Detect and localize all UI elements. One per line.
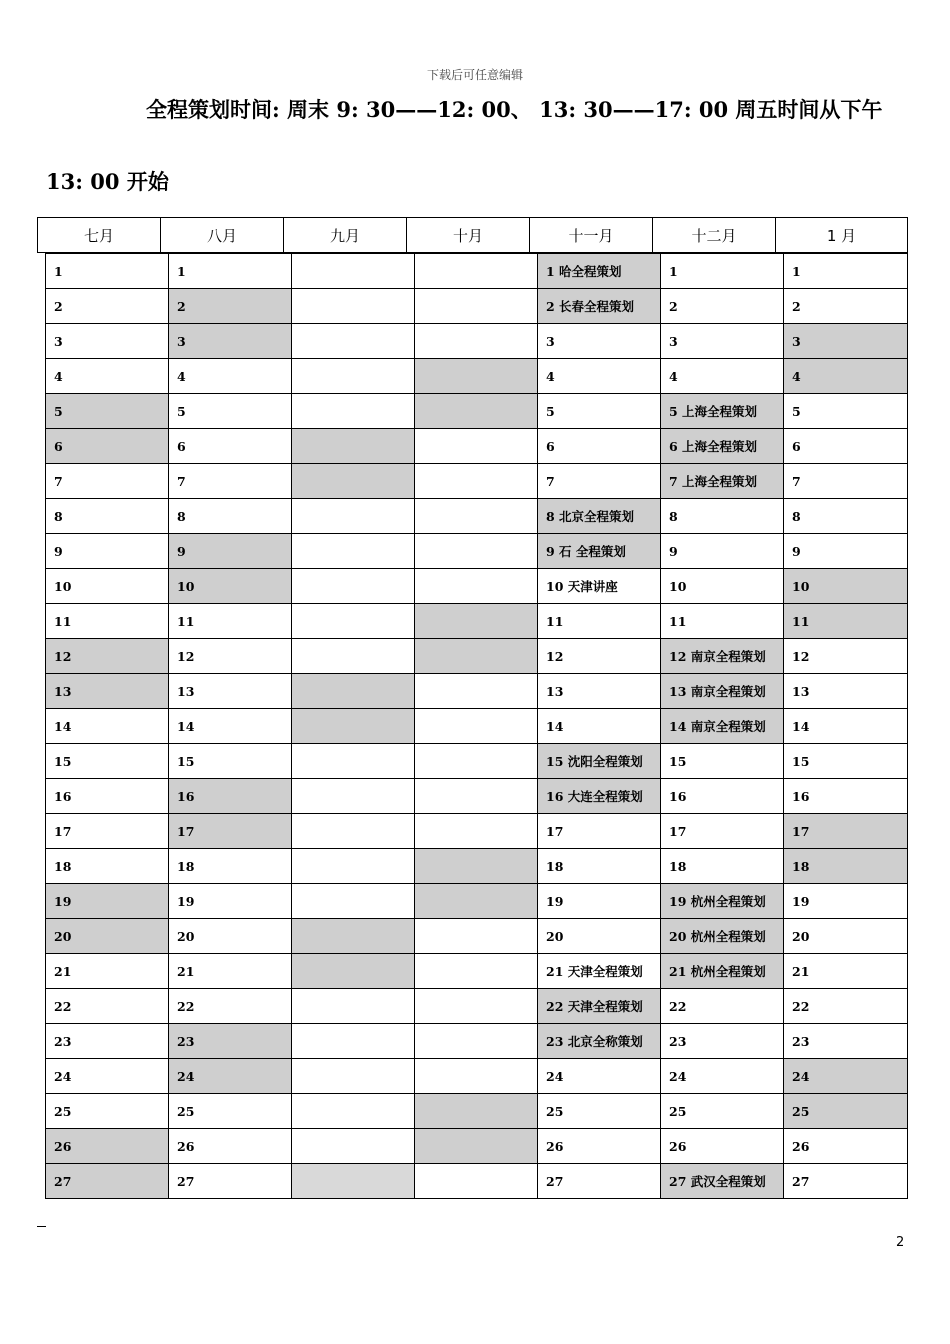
day-cell: 19: [538, 884, 661, 919]
table-row: [46, 464, 908, 499]
day-cell: [415, 464, 538, 499]
day-cell: [415, 359, 538, 394]
day-cell: 24: [784, 1059, 908, 1094]
day-cell: 12: [538, 639, 661, 674]
day-cell: 25: [169, 1094, 292, 1129]
day-cell: 23: [784, 1024, 908, 1059]
day-cell: 17: [169, 814, 292, 849]
day-cell: 20: [169, 919, 292, 954]
day-cell: 8: [784, 499, 908, 534]
day-cell: 6 上海全程策划: [661, 429, 784, 464]
table-row: [46, 1059, 908, 1094]
day-cell: 2: [784, 289, 908, 324]
day-cell: 25: [661, 1094, 784, 1129]
day-cell: 1 哈全程策划: [538, 254, 661, 289]
day-cell: 25: [46, 1094, 169, 1129]
table-row: [46, 359, 908, 394]
day-cell: 21: [169, 954, 292, 989]
day-cell: [415, 569, 538, 604]
day-cell: 23: [661, 1024, 784, 1059]
day-cell: 21: [784, 954, 908, 989]
day-cell: 17: [538, 814, 661, 849]
day-cell: 3: [46, 324, 169, 359]
day-cell: 17: [46, 814, 169, 849]
day-cell: 15: [169, 744, 292, 779]
table-row: [46, 674, 908, 709]
day-cell: [415, 954, 538, 989]
day-cell: [292, 744, 415, 779]
day-cell: 23 北京全称策划: [538, 1024, 661, 1059]
schedule-title-line1: 全程策划时间: 周末 9: 30——12: 00、 13: 30——17: 00 周五时间从下午: [146, 97, 883, 122]
day-cell: 3: [661, 324, 784, 359]
day-cell: 6: [46, 429, 169, 464]
day-cell: [415, 1164, 538, 1199]
day-cell: 6: [169, 429, 292, 464]
table-row: [46, 709, 908, 744]
day-cell: 27: [538, 1164, 661, 1199]
day-cell: [292, 429, 415, 464]
day-cell: 16: [169, 779, 292, 814]
day-cell: 22: [784, 989, 908, 1024]
day-cell: 20 杭州全程策划: [661, 919, 784, 954]
day-cell: 27: [169, 1164, 292, 1199]
day-cell: [292, 989, 415, 1024]
day-cell: [415, 1094, 538, 1129]
day-cell: [415, 744, 538, 779]
table-row: [46, 324, 908, 359]
day-cell: 14: [46, 709, 169, 744]
day-cell: 27 武汉全程策划: [661, 1164, 784, 1199]
day-cell: 4: [46, 359, 169, 394]
table-row: [46, 639, 908, 674]
day-cell: [292, 359, 415, 394]
day-cell: 19 杭州全程策划: [661, 884, 784, 919]
day-cell: [292, 1094, 415, 1129]
table-row: [46, 744, 908, 779]
day-cell: 13 南京全程策划: [661, 674, 784, 709]
day-cell: [292, 674, 415, 709]
month-header-sep: 九月: [284, 218, 407, 253]
table-row: [46, 779, 908, 814]
table-row: [46, 1129, 908, 1164]
day-cell: 17: [661, 814, 784, 849]
day-cell: 15: [784, 744, 908, 779]
day-cell: 4: [169, 359, 292, 394]
day-cell: 18: [784, 849, 908, 884]
day-cell: 15: [661, 744, 784, 779]
day-cell: 12: [46, 639, 169, 674]
day-cell: 19: [169, 884, 292, 919]
day-cell: 22 天津全程策划: [538, 989, 661, 1024]
day-cell: 20: [784, 919, 908, 954]
day-cell: 18: [46, 849, 169, 884]
day-cell: 8 北京全程策划: [538, 499, 661, 534]
day-cell: 10: [169, 569, 292, 604]
table-row: [46, 289, 908, 324]
month-header-jan: 1 月: [776, 218, 908, 253]
day-cell: 5: [784, 394, 908, 429]
day-cell: 8: [661, 499, 784, 534]
day-cell: 23: [169, 1024, 292, 1059]
table-row: [46, 1164, 908, 1199]
day-cell: 18: [538, 849, 661, 884]
day-cell: [292, 1129, 415, 1164]
day-cell: 1: [784, 254, 908, 289]
day-cell: 6: [538, 429, 661, 464]
table-row: [46, 254, 908, 289]
day-cell: 21 杭州全程策划: [661, 954, 784, 989]
page-number: 2: [896, 1235, 905, 1250]
day-cell: 13: [169, 674, 292, 709]
day-cell: [292, 919, 415, 954]
day-cell: [415, 254, 538, 289]
table-row: [46, 814, 908, 849]
day-cell: 22: [169, 989, 292, 1024]
day-cell: [292, 534, 415, 569]
table-row: [46, 394, 908, 429]
day-cell: [415, 709, 538, 744]
day-cell: 22: [46, 989, 169, 1024]
table-row: [46, 919, 908, 954]
month-header-nov: 十一月: [530, 218, 653, 253]
day-cell: 5 上海全程策划: [661, 394, 784, 429]
day-cell: 10: [46, 569, 169, 604]
day-cell: [415, 674, 538, 709]
day-cell: 18: [661, 849, 784, 884]
day-cell: 5: [46, 394, 169, 429]
table-row: [46, 1024, 908, 1059]
day-cell: 10: [661, 569, 784, 604]
day-cell: 20: [538, 919, 661, 954]
day-cell: 24: [46, 1059, 169, 1094]
day-cell: 21: [46, 954, 169, 989]
day-cell: 8: [169, 499, 292, 534]
day-cell: [415, 534, 538, 569]
month-header-oct: 十月: [407, 218, 530, 253]
day-cell: 25: [784, 1094, 908, 1129]
day-cell: [415, 394, 538, 429]
day-cell: [415, 1129, 538, 1164]
day-cell: [292, 289, 415, 324]
day-cell: 16: [661, 779, 784, 814]
day-cell: [292, 884, 415, 919]
table-row: [46, 569, 908, 604]
table-row: [46, 989, 908, 1024]
day-cell: 11: [46, 604, 169, 639]
day-cell: 11: [169, 604, 292, 639]
day-cell: 1: [169, 254, 292, 289]
day-cell: 24: [169, 1059, 292, 1094]
day-cell: [415, 289, 538, 324]
day-cell: 15: [46, 744, 169, 779]
day-cell: 3: [538, 324, 661, 359]
day-cell: 25: [538, 1094, 661, 1129]
day-cell: [415, 814, 538, 849]
day-cell: 1: [46, 254, 169, 289]
day-cell: [415, 429, 538, 464]
day-cell: 4: [784, 359, 908, 394]
day-cell: [292, 604, 415, 639]
month-header-jul: 七月: [38, 218, 161, 253]
day-cell: 3: [784, 324, 908, 359]
day-cell: 26: [538, 1129, 661, 1164]
day-cell: [292, 1024, 415, 1059]
day-cell: 10 天津讲座: [538, 569, 661, 604]
calendar-table: [45, 253, 908, 1199]
day-cell: 22: [661, 989, 784, 1024]
day-cell: 2 长春全程策划: [538, 289, 661, 324]
day-cell: [292, 254, 415, 289]
day-cell: [415, 884, 538, 919]
day-cell: [292, 639, 415, 674]
day-cell: 15 沈阳全程策划: [538, 744, 661, 779]
day-cell: 17: [784, 814, 908, 849]
day-cell: 4: [538, 359, 661, 394]
month-header-aug: 八月: [161, 218, 284, 253]
day-cell: 9: [784, 534, 908, 569]
day-cell: 3: [169, 324, 292, 359]
day-cell: [292, 499, 415, 534]
day-cell: 14 南京全程策划: [661, 709, 784, 744]
day-cell: 21 天津全程策划: [538, 954, 661, 989]
day-cell: [292, 569, 415, 604]
day-cell: [415, 1059, 538, 1094]
day-cell: 8: [46, 499, 169, 534]
day-cell: 14: [538, 709, 661, 744]
header-note: 下载后可任意编辑: [426, 68, 523, 82]
day-cell: 13: [784, 674, 908, 709]
day-cell: 9: [46, 534, 169, 569]
day-cell: 16 大连全程策划: [538, 779, 661, 814]
day-cell: 7: [169, 464, 292, 499]
day-cell: [415, 604, 538, 639]
day-cell: 9: [661, 534, 784, 569]
day-cell: 2: [661, 289, 784, 324]
day-cell: 12: [169, 639, 292, 674]
day-cell: 10: [784, 569, 908, 604]
day-cell: [415, 324, 538, 359]
table-row: [46, 499, 908, 534]
table-row: [46, 429, 908, 464]
day-cell: 14: [169, 709, 292, 744]
day-cell: 12 南京全程策划: [661, 639, 784, 674]
day-cell: [415, 849, 538, 884]
day-cell: 7: [538, 464, 661, 499]
day-cell: [415, 499, 538, 534]
day-cell: 16: [784, 779, 908, 814]
day-cell: 7: [46, 464, 169, 499]
day-cell: 9: [169, 534, 292, 569]
day-cell: 13: [46, 674, 169, 709]
day-cell: 27: [46, 1164, 169, 1199]
day-cell: 19: [784, 884, 908, 919]
day-cell: 13: [538, 674, 661, 709]
table-bottom-line: [37, 1226, 46, 1227]
day-cell: [292, 464, 415, 499]
day-cell: [292, 1164, 415, 1199]
day-cell: 11: [661, 604, 784, 639]
day-cell: 20: [46, 919, 169, 954]
day-cell: 7: [784, 464, 908, 499]
day-cell: 26: [46, 1129, 169, 1164]
day-cell: 6: [784, 429, 908, 464]
day-cell: 5: [538, 394, 661, 429]
day-cell: 11: [784, 604, 908, 639]
day-cell: [292, 779, 415, 814]
day-cell: 16: [46, 779, 169, 814]
day-cell: 18: [169, 849, 292, 884]
day-cell: [292, 954, 415, 989]
day-cell: 23: [46, 1024, 169, 1059]
day-cell: 9 石 全程策划: [538, 534, 661, 569]
day-cell: 1: [661, 254, 784, 289]
day-cell: 2: [169, 289, 292, 324]
month-header-dec: 十二月: [653, 218, 776, 253]
day-cell: [292, 849, 415, 884]
day-cell: 26: [784, 1129, 908, 1164]
day-cell: 24: [661, 1059, 784, 1094]
day-cell: [415, 919, 538, 954]
schedule-title-line2: 13: 00 开始: [46, 169, 169, 194]
table-row: [46, 534, 908, 569]
day-cell: 14: [784, 709, 908, 744]
day-cell: [292, 709, 415, 744]
table-row: [46, 884, 908, 919]
day-cell: [415, 779, 538, 814]
day-cell: [415, 989, 538, 1024]
day-cell: [415, 1024, 538, 1059]
day-cell: 2: [46, 289, 169, 324]
day-cell: [292, 814, 415, 849]
day-cell: 19: [46, 884, 169, 919]
day-cell: 26: [169, 1129, 292, 1164]
day-cell: [292, 324, 415, 359]
month-header-row: [37, 217, 908, 253]
day-cell: 24: [538, 1059, 661, 1094]
day-cell: 7 上海全程策划: [661, 464, 784, 499]
day-cell: 5: [169, 394, 292, 429]
day-cell: 11: [538, 604, 661, 639]
day-cell: [292, 1059, 415, 1094]
table-row: [46, 954, 908, 989]
day-cell: 12: [784, 639, 908, 674]
table-row: [46, 1094, 908, 1129]
day-cell: 27: [784, 1164, 908, 1199]
table-row: [46, 849, 908, 884]
table-row: [46, 604, 908, 639]
day-cell: 4: [661, 359, 784, 394]
day-cell: 26: [661, 1129, 784, 1164]
day-cell: [292, 394, 415, 429]
day-cell: [415, 639, 538, 674]
